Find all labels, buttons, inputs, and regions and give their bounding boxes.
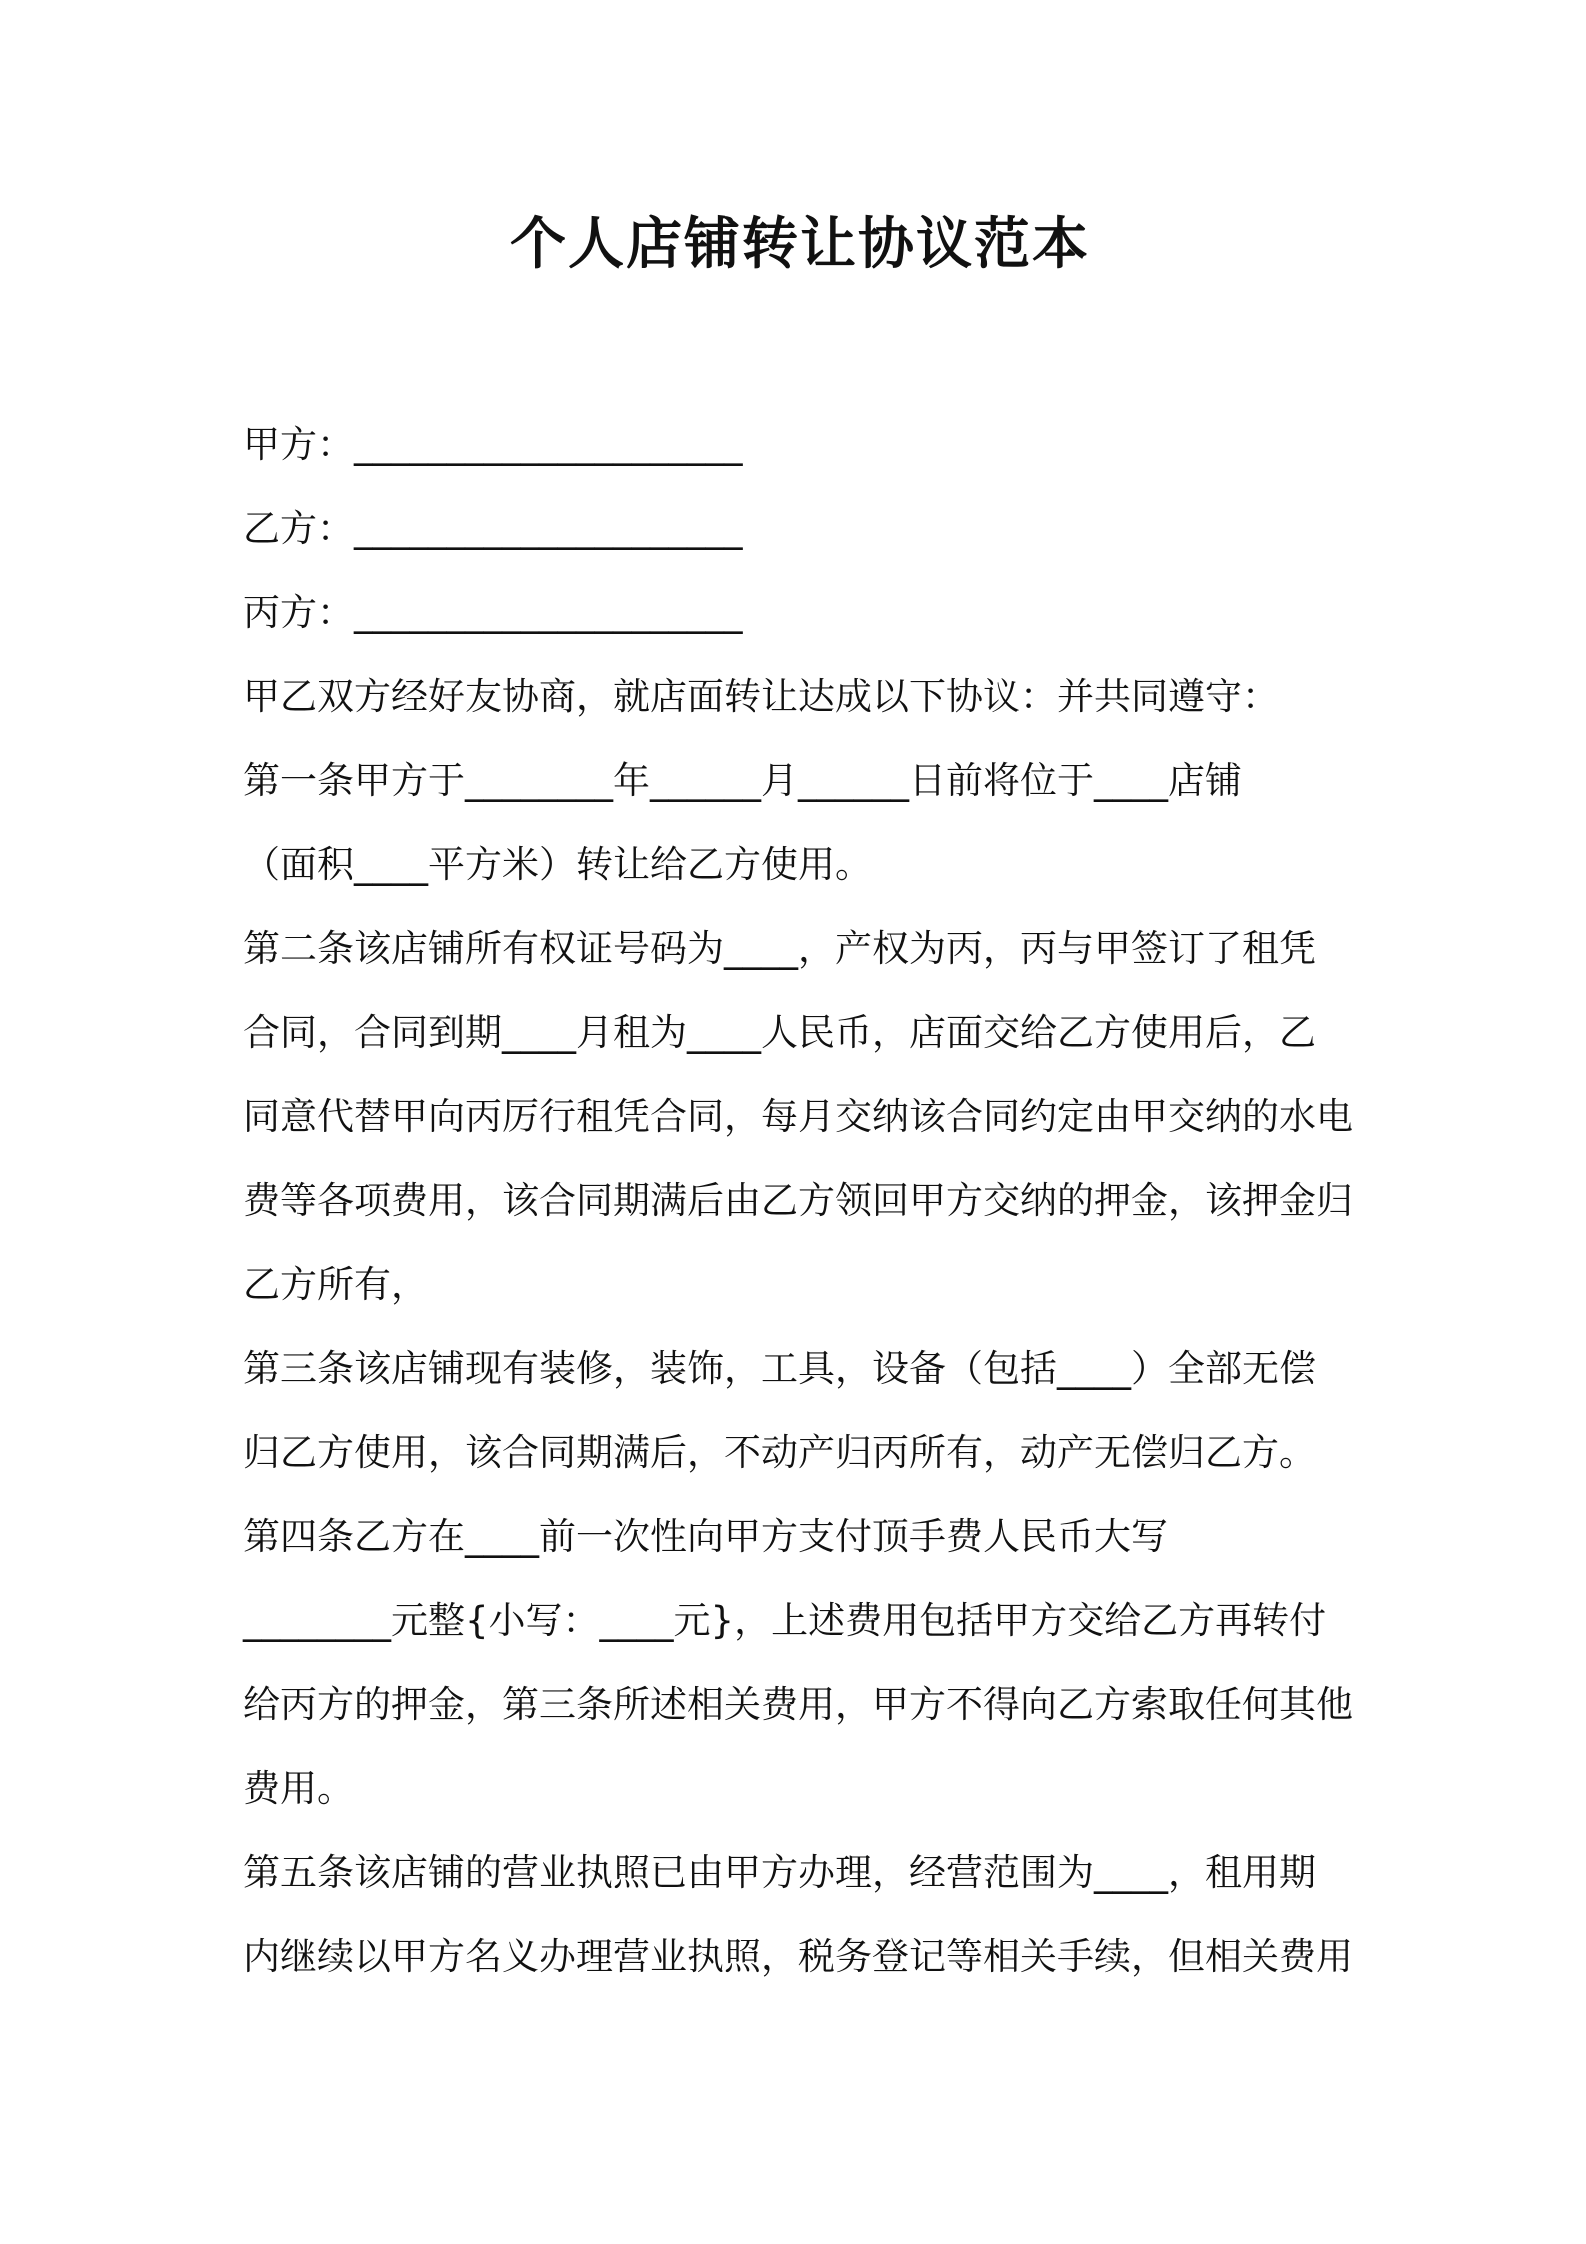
party-b-line: 乙方：_____________________	[243, 507, 743, 550]
article-2-line-5: 乙方所有，	[243, 1263, 428, 1306]
article-4-line-4: 费用。	[243, 1767, 354, 1810]
article-2-line-4: 费等各项费用，该合同期满后由乙方领回甲方交纳的押金，该押金归	[243, 1179, 1353, 1222]
article-2-line-1: 第二条该店铺所有权证号码为____，产权为丙，丙与甲签订了租凭	[243, 927, 1316, 970]
article-5-line-1: 第五条该店铺的营业执照已由甲方办理，经营范围为____，租用期	[243, 1851, 1316, 1894]
document-title: 个人店铺转让协议范本	[510, 212, 1090, 277]
article-1-line-1: 第一条甲方于________年______月______日前将位于____店铺	[243, 759, 1242, 802]
article-4-line-2: ________元整{小写：____元}，上述费用包括甲方交给乙方再转付	[243, 1599, 1327, 1642]
article-2-line-2: 合同，合同到期____月租为____人民币，店面交给乙方使用后，乙	[243, 1011, 1316, 1054]
article-1-line-2: （面积____平方米）转让给乙方使用。	[243, 843, 872, 886]
article-2-line-3: 同意代替甲向丙厉行租凭合同，每月交纳该合同约定由甲交纳的水电	[243, 1095, 1353, 1138]
document-body	[243, 403, 1383, 1999]
party-a-line: 甲方：_____________________	[243, 423, 743, 466]
preamble-line: 甲乙双方经好友协商，就店面转让达成以下协议：并共同遵守：	[243, 675, 1279, 718]
article-5-line-2: 内继续以甲方名义办理营业执照，税务登记等相关手续，但相关费用	[243, 1935, 1353, 1978]
article-4-line-1: 第四条乙方在____前一次性向甲方支付顶手费人民币大写	[243, 1515, 1168, 1558]
party-c-line: 丙方：_____________________	[243, 591, 743, 634]
article-4-line-3: 给丙方的押金，第三条所述相关费用，甲方不得向乙方索取任何其他	[243, 1683, 1353, 1726]
article-3-line-1: 第三条该店铺现有装修，装饰，工具，设备（包括____）全部无偿	[243, 1347, 1316, 1390]
article-3-line-2: 归乙方使用，该合同期满后，不动产归丙所有，动产无偿归乙方。	[243, 1431, 1316, 1474]
